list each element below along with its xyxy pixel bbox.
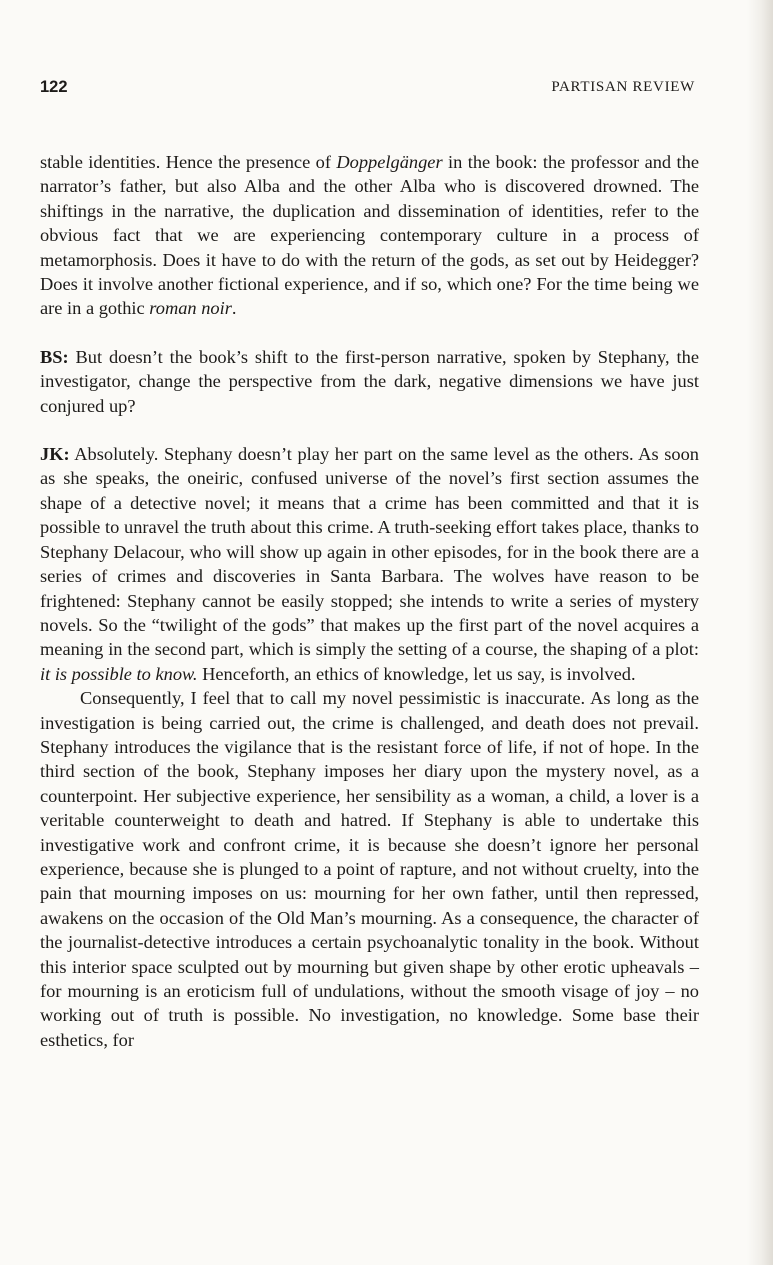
paragraph-1-text-b: in the book: the professor and the narrator’s father, but also Alba and the other Alba who is discovered drowned. The shiftings in the narrative, the duplication and dissemination of identities, refer to the obvious fact that we are experiencing contemporary culture in a process of metamorphosis. Does it have to do with the return of the gods, as set out by Heidegger? Does it involve another fictional experience, and if so, which one? For the time being we are in a gothic <box>40 152 699 319</box>
body-text <box>40 150 699 1052</box>
journal-title: PARTISAN REVIEW <box>551 79 695 95</box>
running-head <box>40 78 695 100</box>
paragraph-1-text-c: . <box>231 298 237 319</box>
paragraph-4-text: Consequently, I feel that to call my novel pessimistic is inaccurate. As long as the investigation is being carried out, the crime is challenged, and death does not prevail. Stephany introduces the vigilance that is the resistant force of life, if not of hope. In the third section of the book, Stephany imposes her diary upon the mystery novel, as a counterpoint. Her subjective experience, her sensibility as a woman, a child, a lover is a veritable counterweight to death and hatred. If Stephany is able to undertake this investigative work and confront crime, it is because she doesn’t ignore her personal experience, because she is plunged to a point of rapture, and not without cruelty, into the pain that mourning imposes on us: mourning for her own father, until then repressed, awakens on the occasion of the Old Man’s mourning. As a consequence, the character of the journalist-detective introduces a certain psychoanalytic tonality in the book. Without this interior space sculpted out by mourning but given shape by other erotic upheavals – for mourning is an eroticism full of undulations, without the smooth visage of joy – no working out of truth is possible. No investigation, no knowledge. Some base their esthetics, for <box>40 688 699 1050</box>
paragraph-3-text-a: Absolutely. Stephany doesn’t play her part on the same level as the others. As soon as she speaks, the oneiric, confused universe of the novel’s first section assumes the shape of a detective novel; it means that a crime has been committed and that it is possible to unravel the truth about this crime. A truth-seeking effort takes place, thanks to Stephany Delacour, who will show up again in other episodes, for in the book there are a series of crimes and discoveries in Santa Barbara. The wolves have reason to be frightened: Stephany cannot be easily stopped; she intends to write a series of mystery novels. So the “twilight of the gods” that makes up the first part of the novel acquires a meaning in the second part, which is simply the setting of a course, the shaping of a plot: <box>40 444 699 660</box>
paragraph-1-italic-roman-noir: roman noir <box>149 298 232 319</box>
paragraph-2-text: But doesn’t the book’s shift to the first-person narrative, spoken by Stephany, the investigator, change the perspective from the dark, negative dimensions we have just conjured up? <box>40 346 699 416</box>
paragraph-3 <box>40 442 699 686</box>
speaker-label-bs: BS: <box>40 346 69 367</box>
paragraph-4 <box>40 686 699 1052</box>
page-number: 122 <box>40 78 68 96</box>
page-edge-shadow <box>747 0 773 1265</box>
paragraph-2 <box>40 345 699 418</box>
paragraph-1-italic-doppelganger: Doppelgänger <box>336 152 443 172</box>
paragraph-3-text-b: Henceforth, an ethics of knowledge, let us say, is involved. <box>197 663 636 684</box>
paragraph-1 <box>40 150 699 321</box>
speaker-label-jk: JK: <box>40 444 70 465</box>
paragraph-1-text-a: stable identities. Hence the presence of <box>40 152 337 172</box>
paragraph-3-italic-possible-to-know: it is possible to know. <box>40 663 198 684</box>
